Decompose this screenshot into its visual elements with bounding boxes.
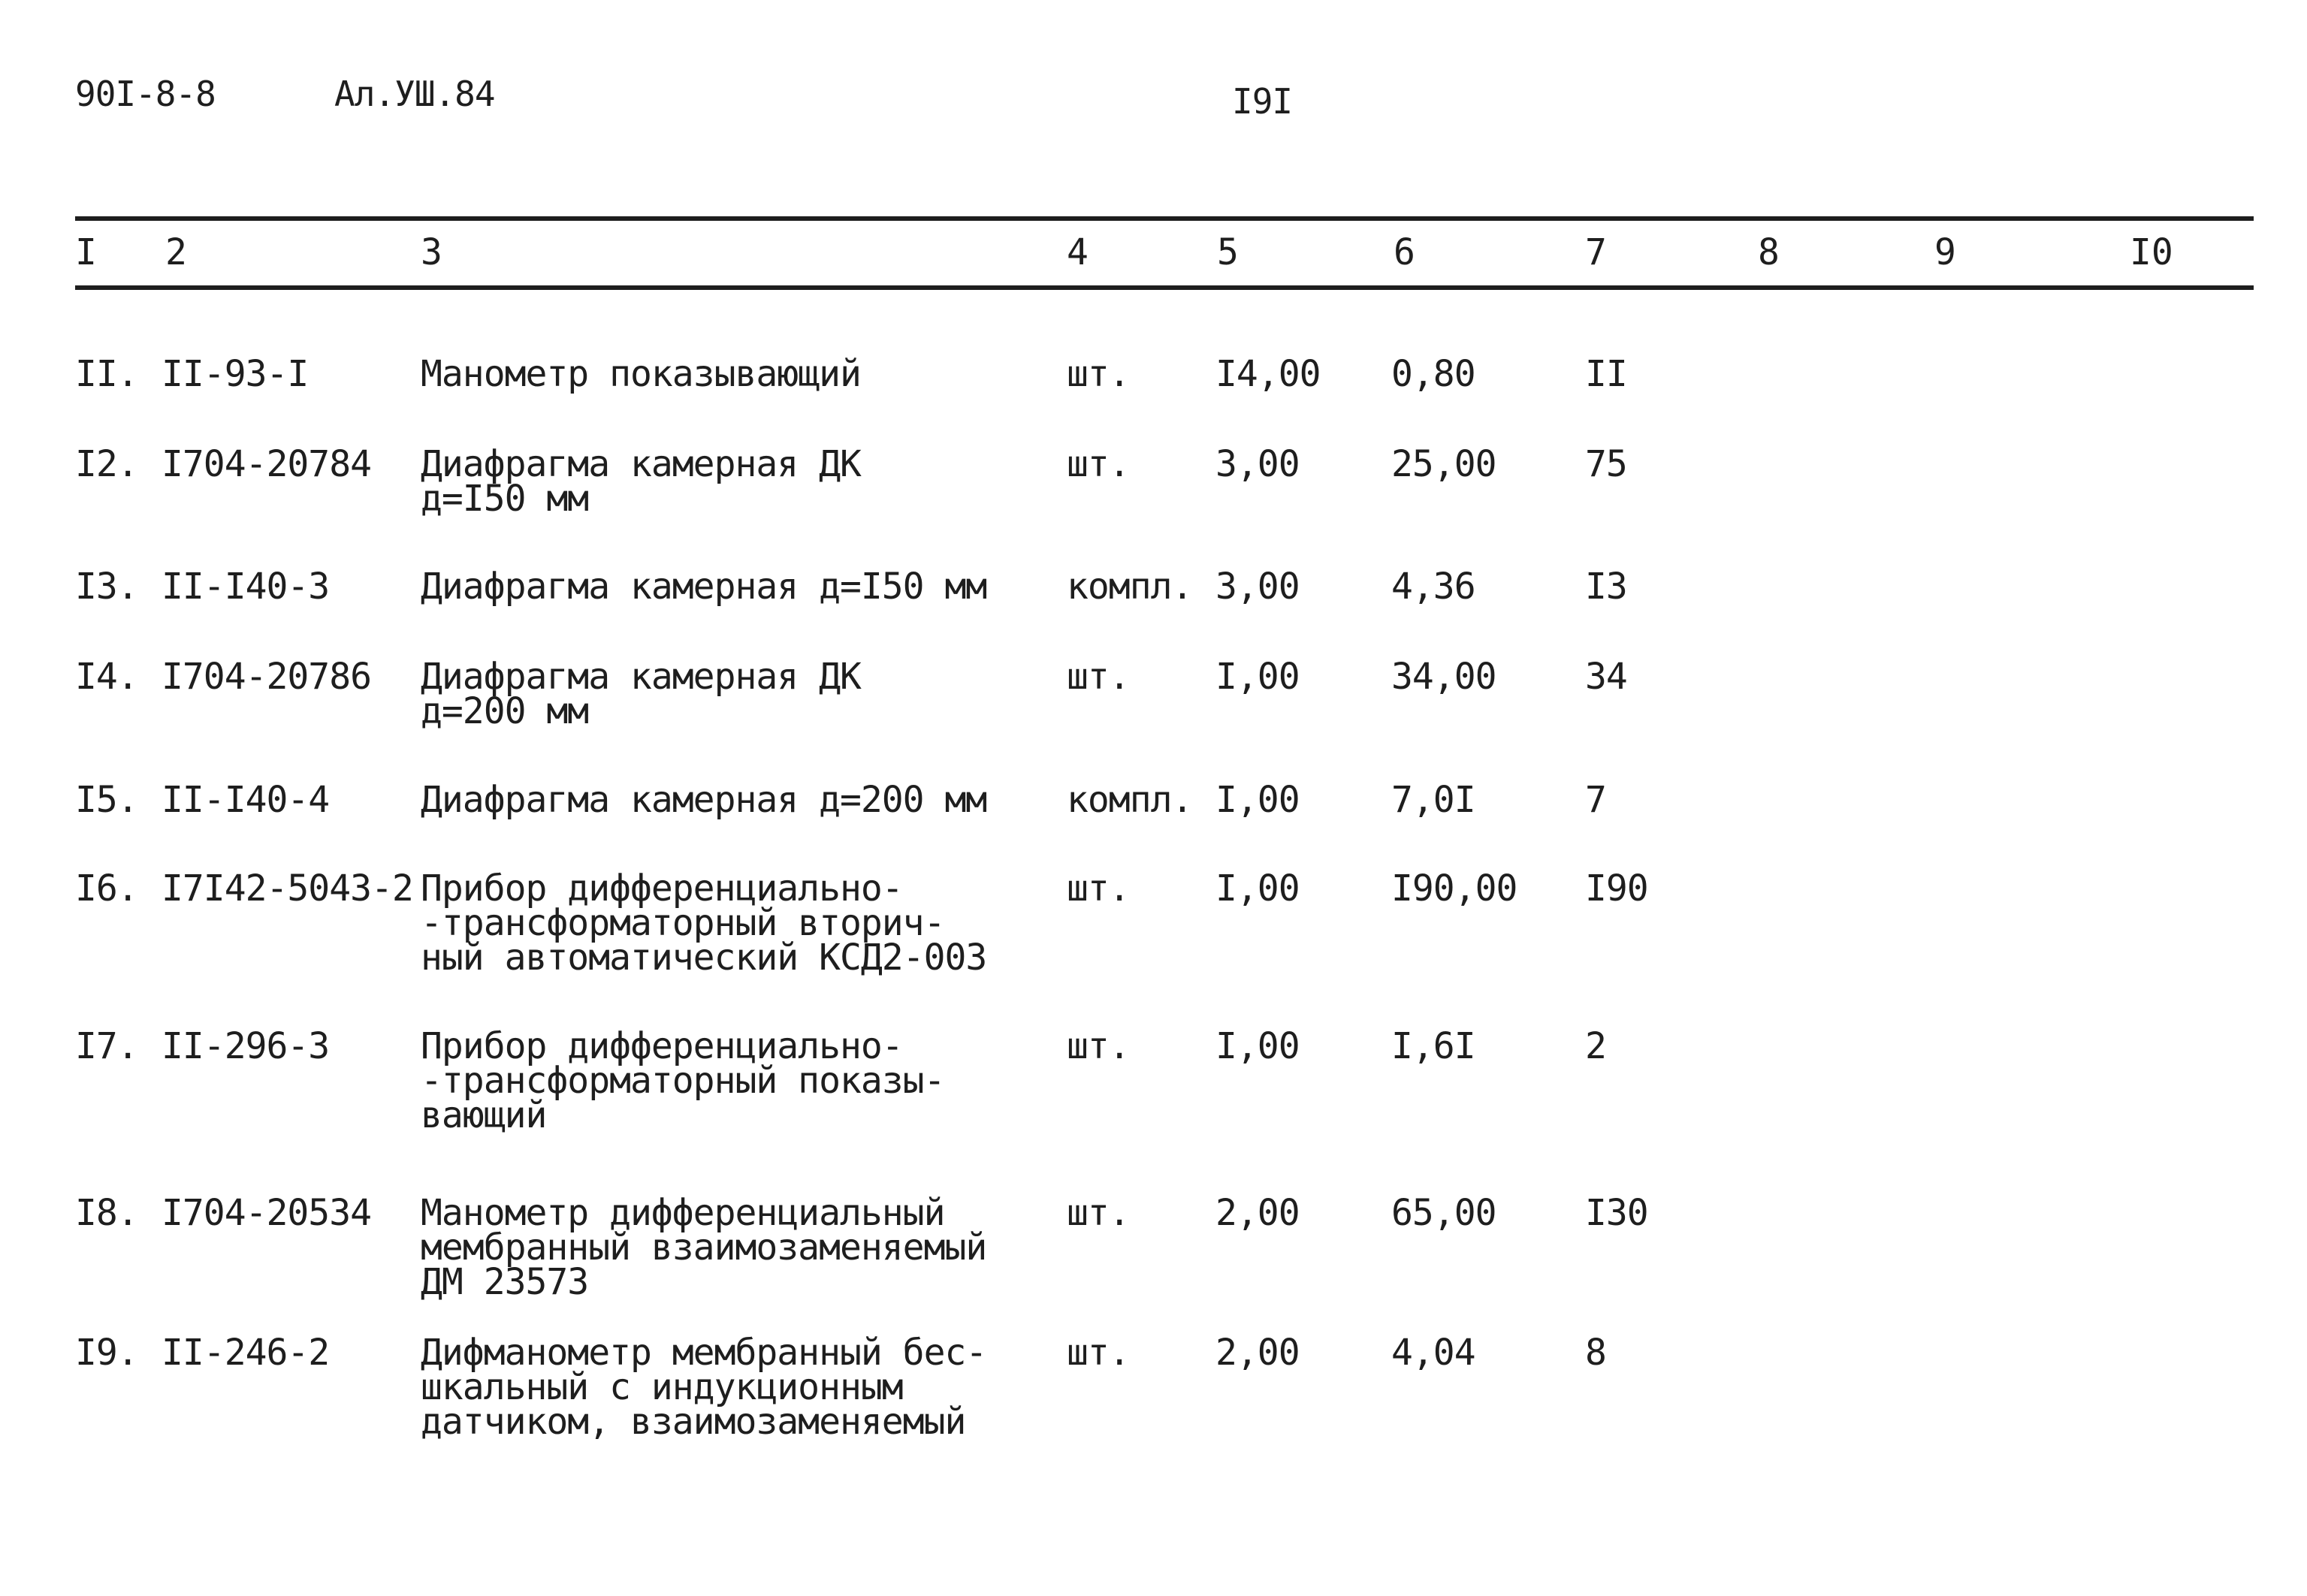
item-unit: шт. [1067, 867, 1130, 910]
page-number: I9I [1232, 81, 1293, 122]
item-price: 4,36 [1391, 566, 1475, 608]
item-total: I90 [1585, 867, 1648, 910]
album-reference: Ал.УШ.84 [334, 74, 495, 114]
item-code: II-296-3 [162, 1025, 330, 1067]
item-quantity: 2,00 [1215, 1192, 1300, 1234]
item-code: II-93-I [162, 353, 309, 395]
item-code: I704-20784 [162, 443, 371, 485]
item-code: II-I40-4 [162, 779, 330, 821]
item-unit: шт. [1067, 1025, 1130, 1067]
item-price: 25,00 [1391, 443, 1496, 485]
row-number: I8. [75, 1192, 138, 1234]
item-quantity: I,00 [1215, 779, 1300, 821]
column-number: 3 [421, 231, 442, 273]
row-number: I5. [75, 779, 138, 821]
column-number: I0 [2130, 231, 2173, 273]
item-unit: компл. [1067, 566, 1193, 608]
table-header-rule [75, 285, 2254, 290]
item-name: Диафрагма камерная д=I50 мм [421, 566, 987, 608]
item-quantity: I4,00 [1215, 353, 1321, 395]
item-total: 8 [1585, 1332, 1606, 1374]
item-code: I704-20534 [162, 1192, 371, 1234]
item-name: Диафрагма камерная ДК д=I50 мм [421, 443, 861, 520]
row-number: I7. [75, 1025, 138, 1067]
item-code: I7I42-5043-2 [162, 867, 413, 910]
item-total: 34 [1585, 656, 1627, 698]
row-number: I6. [75, 867, 138, 910]
item-code: II-I40-3 [162, 566, 330, 608]
row-number: I2. [75, 443, 138, 485]
item-name: Дифманометр мембранный бес- шкальный с индукционным датчиком, взаимозаменяемый [421, 1332, 987, 1443]
column-number: 5 [1217, 231, 1239, 273]
item-name: Диафрагма камерная ДК д=200 мм [421, 656, 861, 732]
item-unit: шт. [1067, 1332, 1130, 1374]
item-price: 34,00 [1391, 656, 1496, 698]
item-price: 4,04 [1391, 1332, 1475, 1374]
document-code: 90I-8-8 [75, 74, 216, 114]
column-number: 8 [1758, 231, 1780, 273]
item-unit: шт. [1067, 1192, 1130, 1234]
item-name: Диафрагма камерная д=200 мм [421, 779, 987, 821]
item-code: I704-20786 [162, 656, 371, 698]
item-quantity: I,00 [1215, 656, 1300, 698]
column-number: 7 [1585, 231, 1607, 273]
table-top-rule [75, 216, 2254, 221]
item-name: Манометр дифференциальный мембранный взаимозаменяемый ДМ 23573 [421, 1192, 987, 1303]
item-quantity: 3,00 [1215, 443, 1300, 485]
row-number: II. [75, 353, 138, 395]
item-unit: шт. [1067, 443, 1130, 485]
item-price: I,6I [1391, 1025, 1475, 1067]
item-total: I30 [1585, 1192, 1648, 1234]
item-price: 0,80 [1391, 353, 1475, 395]
column-number: 9 [1934, 231, 1956, 273]
row-number: I9. [75, 1332, 138, 1374]
column-number: 6 [1394, 231, 1415, 273]
item-quantity: I,00 [1215, 867, 1300, 910]
row-number: I4. [75, 656, 138, 698]
item-name: Прибор дифференциально- -трансформаторный показы- вающий [421, 1025, 945, 1136]
column-number: I [75, 231, 97, 273]
item-unit: шт. [1067, 353, 1130, 395]
item-price: I90,00 [1391, 867, 1517, 910]
item-total: I3 [1585, 566, 1627, 608]
item-unit: шт. [1067, 656, 1130, 698]
item-price: 65,00 [1391, 1192, 1496, 1234]
item-quantity: 2,00 [1215, 1332, 1300, 1374]
item-quantity: I,00 [1215, 1025, 1300, 1067]
item-total: 7 [1585, 779, 1606, 821]
item-name: Прибор дифференциально- -трансформаторный вторич- ный автоматический КСД2-003 [421, 867, 987, 979]
column-number: 4 [1067, 231, 1089, 273]
item-total: 2 [1585, 1025, 1606, 1067]
item-total: II [1585, 353, 1627, 395]
row-number: I3. [75, 566, 138, 608]
item-price: 7,0I [1391, 779, 1475, 821]
item-unit: компл. [1067, 779, 1193, 821]
item-total: 75 [1585, 443, 1627, 485]
item-quantity: 3,00 [1215, 566, 1300, 608]
column-number: 2 [165, 231, 187, 273]
item-code: II-246-2 [162, 1332, 330, 1374]
item-name: Манометр показывающий [421, 353, 861, 395]
